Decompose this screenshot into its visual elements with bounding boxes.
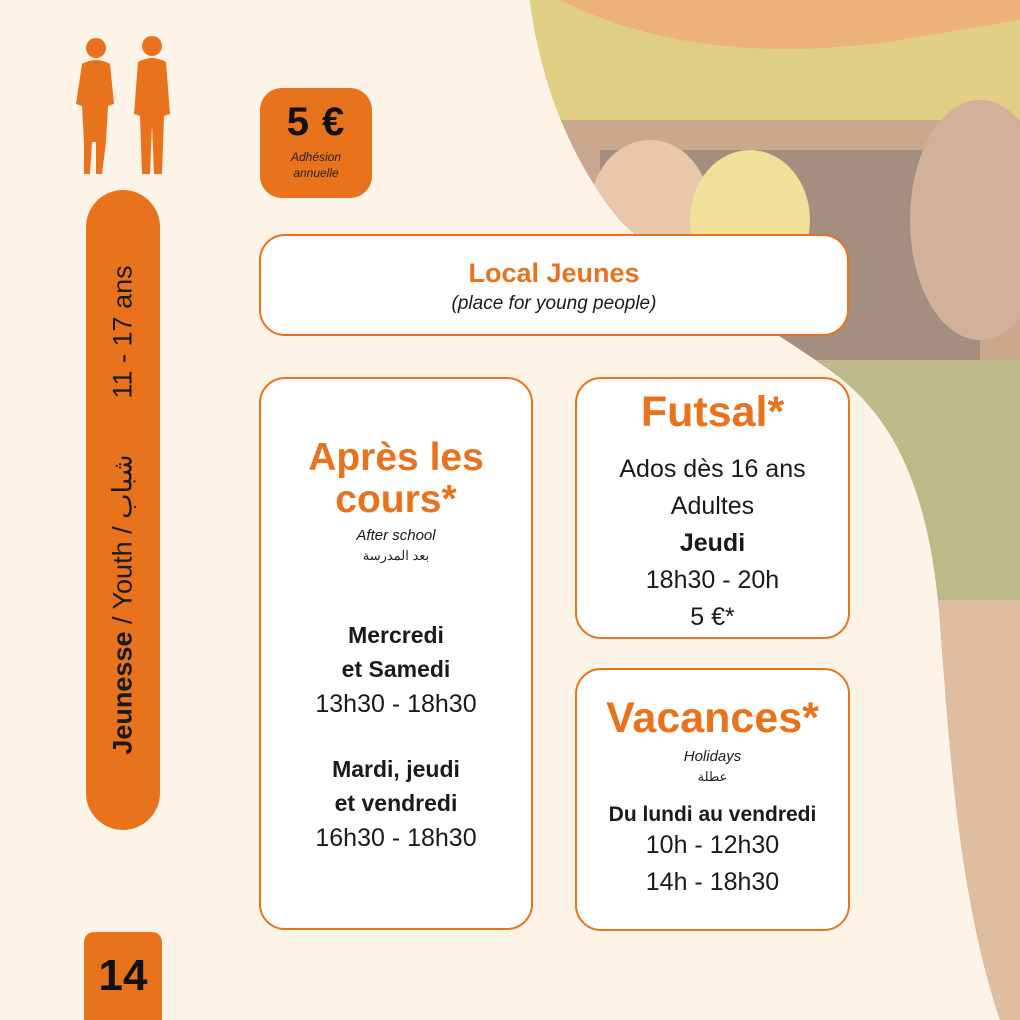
vacances-title: Vacances* bbox=[606, 694, 819, 742]
vacances-time-2: 14h - 18h30 bbox=[645, 868, 780, 896]
vacances-subtitle-ar: عطلة bbox=[697, 769, 728, 784]
vacances-subtitle-en: Holidays bbox=[683, 748, 742, 765]
apres-cours-subtitle-ar: بعد المدرسة bbox=[362, 548, 430, 563]
futsal-audience-2: Adultes bbox=[670, 492, 755, 520]
category-text bbox=[108, 454, 139, 754]
vacances-card bbox=[575, 668, 850, 931]
schedule2-time: 16h30 - 18h30 bbox=[315, 824, 477, 852]
schedule2-days-line2: et vendredi bbox=[334, 790, 458, 816]
membership-badge bbox=[260, 88, 372, 198]
futsal-price: 5 €* bbox=[690, 603, 735, 631]
local-jeunes-card bbox=[259, 234, 849, 336]
schedule1-days-line1: Mercredi bbox=[348, 622, 444, 648]
vacances-days: Du lundi au vendredi bbox=[608, 803, 817, 826]
futsal-audience-1: Ados dès 16 ans bbox=[619, 455, 806, 483]
apres-cours-title: Après les cours* bbox=[308, 436, 484, 521]
vacances-time-1: 10h - 12h30 bbox=[645, 831, 780, 859]
membership-caption: Adhésion annuelle bbox=[290, 150, 342, 180]
category-rest: / Youth / شباب bbox=[107, 454, 138, 632]
schedule1-time: 13h30 - 18h30 bbox=[315, 690, 477, 718]
local-jeunes-subtitle: (place for young people) bbox=[451, 293, 657, 314]
people-silhouettes-icon bbox=[66, 34, 178, 176]
apres-cours-card bbox=[259, 377, 533, 930]
schedule2-days-line1: Mardi, jeudi bbox=[332, 756, 460, 782]
category-label bbox=[108, 265, 139, 754]
category-sidebar bbox=[86, 190, 160, 830]
futsal-title: Futsal* bbox=[640, 388, 785, 436]
futsal-day: Jeudi bbox=[679, 529, 746, 557]
schedule1-days-line2: et Samedi bbox=[341, 656, 451, 682]
membership-price: 5 € bbox=[286, 100, 346, 144]
age-range: 11 - 17 ans bbox=[107, 265, 138, 399]
page-number: 14 bbox=[84, 932, 162, 1020]
apres-cours-subtitle-en: After school bbox=[356, 527, 436, 544]
futsal-card bbox=[575, 377, 850, 639]
category-bold: Jeunesse bbox=[107, 631, 138, 755]
futsal-time: 18h30 - 20h bbox=[645, 566, 780, 594]
local-jeunes-title: Local Jeunes bbox=[468, 258, 640, 288]
